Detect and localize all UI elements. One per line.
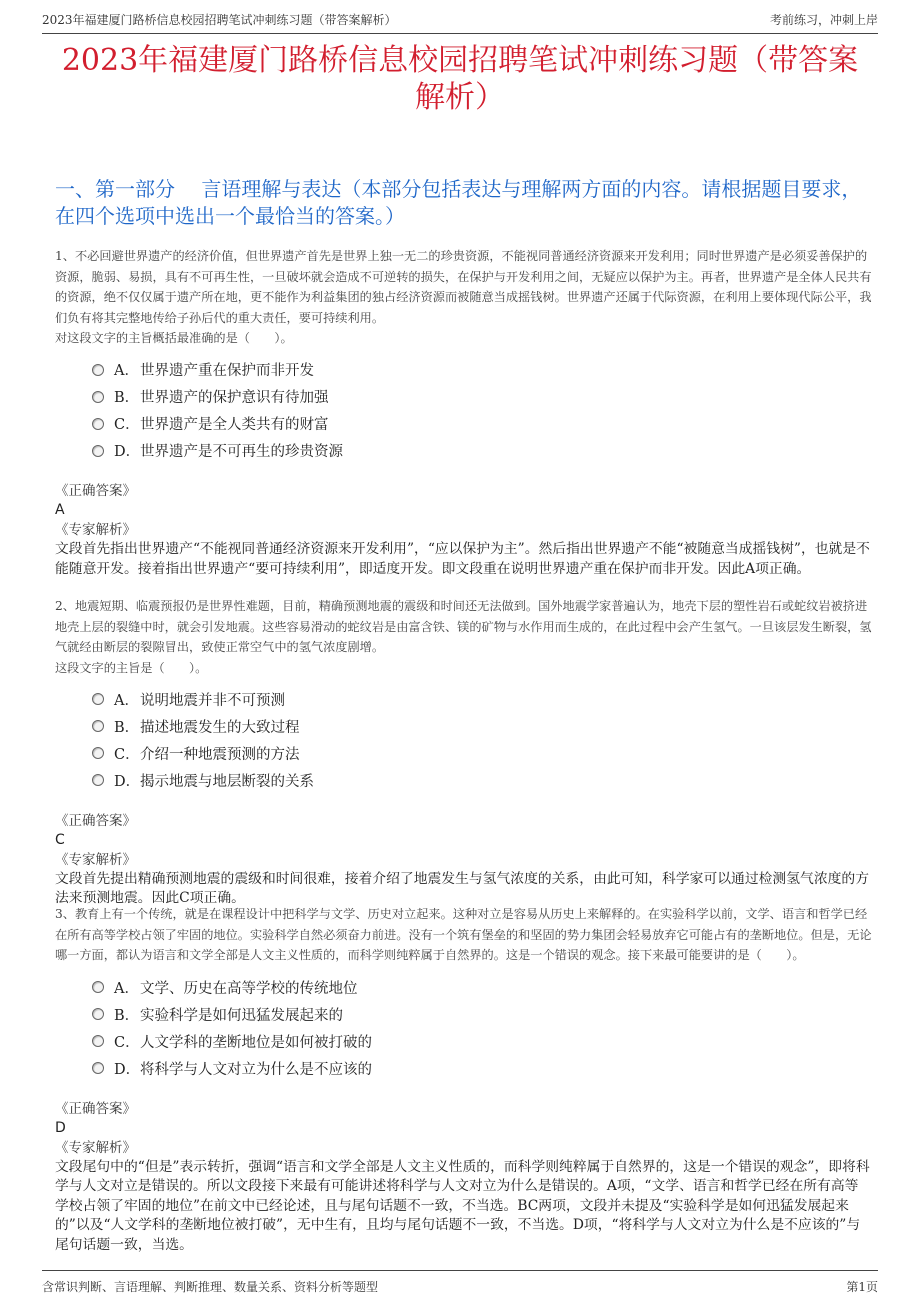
option-c[interactable] bbox=[55, 740, 872, 767]
option-text: 世界遗产是不可再生的珍贵资源 bbox=[140, 444, 343, 460]
radio-icon[interactable] bbox=[92, 720, 104, 732]
option-b[interactable] bbox=[55, 713, 872, 740]
radio-icon[interactable] bbox=[92, 364, 104, 376]
option-letter: B． bbox=[114, 390, 140, 406]
option-text: 人文学科的垄断地位是如何被打破的 bbox=[140, 1034, 372, 1051]
question-text: 2、地震短期、临震预报仍是世界性难题，目前，精确预测地震的震级和时间还无法做到。国外地震学家普遍认为，地壳下层的塑性岩石或蛇纹岩被挤进地壳上层的裂缝中时，就会引发地震。这些容易滑动的蛇纹岩是由富含铁、镁的矿物与水作用而生成的，在此过程中会产生氢气。一旦该层发生断裂，氢气就经由断层的裂隙冒出，致使正常空气中的氢气浓度剧增。 bbox=[55, 599, 872, 654]
option-text: 介绍一种地震预测的方法 bbox=[140, 746, 300, 763]
explanation-text: 文段首先提出精确预测地震的震级和时间很难，接着介绍了地震发生与氢气浓度的关系，由此可知，科学家可以通过检测氢气浓度的方法来预测地震。因此C项正确。 bbox=[55, 870, 870, 906]
radio-icon[interactable] bbox=[92, 1008, 104, 1020]
explanation-text: 文段尾句中的“但是”表示转折，强调“语言和文学全部是人文主义性质的，而科学则纯粹属于自然界的，这是一个错误的观念”，即将科学与人文对立是错误的。所以文段接下来最有可能讲述将科学与人文对立为什么是错误的。A项，“文学、语言和哲学已经在所有高等学校占领了牢固的地位”在前文中已经论述，且与尾句话题不一致，不当选。BC两项，文段并未提及“实验科学是如何迅猛发展起来的”以及“人文学科的垄断地位被打破”，无中生有，且均与尾句话题不一致，不当选。D项，“将科学与人文对立为什么是不应该的”与尾句话题一致，当选。 bbox=[55, 1158, 870, 1253]
option-d[interactable] bbox=[55, 1055, 872, 1082]
page-footer bbox=[42, 1270, 878, 1295]
radio-icon[interactable] bbox=[92, 445, 104, 457]
explanation-label: 《专家解析》 bbox=[55, 1139, 136, 1156]
radio-icon[interactable] bbox=[92, 391, 104, 403]
option-letter: D． bbox=[114, 444, 141, 460]
option-d[interactable] bbox=[55, 437, 872, 464]
option-b[interactable] bbox=[55, 383, 872, 410]
answer-value: A bbox=[55, 502, 65, 518]
option-text: 世界遗产是全人类共有的财富 bbox=[140, 417, 329, 433]
answer-value: C bbox=[55, 831, 65, 848]
radio-icon[interactable] bbox=[92, 418, 104, 430]
option-letter: D． bbox=[114, 773, 141, 790]
option-letter: B． bbox=[114, 1007, 140, 1024]
option-text: 描述地震发生的大致过程 bbox=[140, 719, 300, 736]
option-b[interactable] bbox=[55, 1001, 872, 1028]
option-c[interactable] bbox=[55, 1028, 872, 1055]
page-title: 2023年福建厦门路桥信息校园招聘笔试冲刺练习题（带答案解析） bbox=[61, 43, 859, 115]
header-slogan: 考前练习，冲刺上岸 bbox=[769, 13, 878, 27]
question-2 bbox=[55, 596, 872, 909]
option-text: 说明地震并非不可预测 bbox=[140, 692, 285, 709]
option-c[interactable] bbox=[55, 410, 872, 437]
answer-label: 《正确答案》 bbox=[55, 483, 136, 499]
option-text: 实验科学是如何迅猛发展起来的 bbox=[140, 1007, 343, 1024]
option-letter: C． bbox=[114, 746, 140, 763]
radio-icon[interactable] bbox=[92, 747, 104, 759]
option-letter: D． bbox=[114, 1061, 141, 1078]
page-number: 第1页 bbox=[846, 1280, 878, 1294]
explanation-text: 文段首先指出世界遗产“不能视同普通经济资源来开发利用”，“应以保护为主”。然后指出世界遗产不能“被随意当成摇钱树”，也就是不能随意开发。接着指出世界遗产“要可持续利用”，即适度开发。即文段重在说明世界遗产重在保护而非开发。因此A项正确。 bbox=[55, 541, 870, 577]
question-text: 3、教育上有一个传统，就是在课程设计中把科学与文学、历史对立起来。这种对立是容易从历史上来解释的。在实验科学以前，文学、语言和哲学已经在所有高等学校占领了牢固的地位。实验科学自然必须奋力前进。没有一个筑有堡垒的和坚固的势力集团会轻易放弃它可能占有的垄断地位。但是，无论哪一方面，都认为语言和文学全部是人文主义性质的，而科学则纯粹属于自然界的。这是一个错误的观念。接下来最可能要讲的是（ ）。 bbox=[55, 907, 872, 962]
header-doc-title: 2023年福建厦门路桥信息校园招聘笔试冲刺练习题（带答案解析） bbox=[42, 13, 397, 27]
question-3 bbox=[55, 904, 872, 1255]
option-letter: B． bbox=[114, 719, 140, 736]
radio-icon[interactable] bbox=[92, 1062, 104, 1074]
option-letter: A． bbox=[114, 980, 139, 997]
footer-topics: 含常识判断、言语理解、判断推理、数量关系、资料分析等题型 bbox=[42, 1280, 379, 1294]
option-letter: C． bbox=[114, 1034, 140, 1051]
answer-label: 《正确答案》 bbox=[55, 812, 136, 829]
option-d[interactable] bbox=[55, 767, 872, 794]
option-letter: C． bbox=[114, 417, 140, 433]
answer-label: 《正确答案》 bbox=[55, 1100, 136, 1117]
radio-icon[interactable] bbox=[92, 774, 104, 786]
explanation-label: 《专家解析》 bbox=[55, 851, 136, 868]
option-letter: A． bbox=[114, 363, 139, 379]
option-text: 世界遗产重在保护而非开发 bbox=[140, 363, 314, 379]
question-prompt: 对这段文字的主旨概括最准确的是（ ）。 bbox=[55, 331, 293, 345]
option-a[interactable] bbox=[55, 686, 872, 713]
option-text: 将科学与人文对立为什么是不应该的 bbox=[140, 1061, 372, 1078]
option-list bbox=[55, 356, 872, 464]
option-text: 文学、历史在高等学校的传统地位 bbox=[140, 980, 358, 997]
section-heading: 一、第一部分 言语理解与表达（本部分包括表达与理解两方面的内容。请根据题目要求，在四个选项中选出一个最恰当的答案。） bbox=[55, 177, 862, 228]
radio-icon[interactable] bbox=[92, 1035, 104, 1047]
option-a[interactable] bbox=[55, 974, 872, 1001]
radio-icon[interactable] bbox=[92, 693, 104, 705]
radio-icon[interactable] bbox=[92, 981, 104, 993]
question-1 bbox=[55, 246, 872, 579]
option-list bbox=[55, 974, 872, 1082]
option-text: 揭示地震与地层断裂的关系 bbox=[140, 773, 314, 790]
option-text: 世界遗产的保护意识有待加强 bbox=[140, 390, 329, 406]
explanation-label: 《专家解析》 bbox=[55, 522, 136, 538]
option-list bbox=[55, 686, 872, 794]
option-letter: A． bbox=[114, 692, 139, 709]
answer-value: D bbox=[55, 1119, 66, 1136]
question-text: 1、不必回避世界遗产的经济价值，但世界遗产首先是世界上独一无二的珍贵资源，不能视同普通经济资源来开发利用；同时世界遗产是必须妥善保护的资源，脆弱、易损，具有不可再生性，一旦破坏就会造成不可逆转的损失，在保护与开发利用之间，无疑应以保护为主。再者，世界遗产是全体人民共有的资源，绝不仅仅属于遗产所在地，更不能作为利益集团的独占经济资源而被随意当成摇钱树。世界遗产还属于代际资源，在利用上要体现代际公平，我们负有将其完整地传给子孙后代的重大责任，要可持续利用。 bbox=[55, 249, 872, 325]
page-header bbox=[42, 11, 878, 34]
question-prompt: 这段文字的主旨是（ ）。 bbox=[55, 660, 208, 675]
option-a[interactable] bbox=[55, 356, 872, 383]
